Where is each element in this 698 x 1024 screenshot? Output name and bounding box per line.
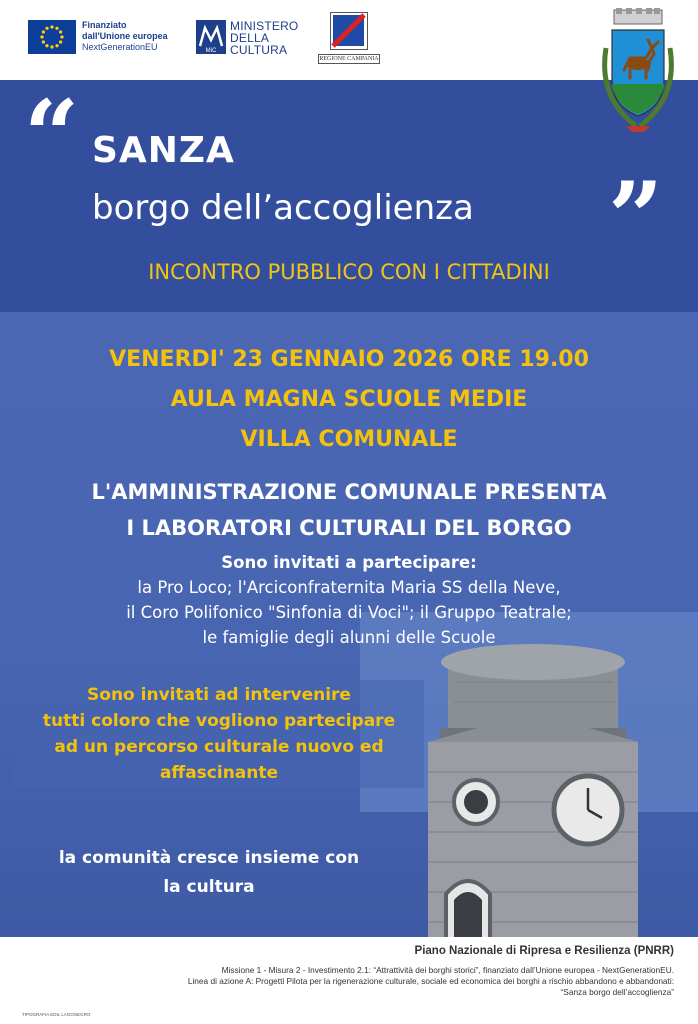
eu-flag-icon <box>28 20 76 54</box>
motto-line-2: la cultura <box>163 877 255 897</box>
title-sub: borgo dell’accoglienza <box>92 188 474 228</box>
footer-pnrr <box>0 937 698 1024</box>
invited-line-2: il Coro Polifonico "Sinfonia di Voci"; il Gruppo Teatrale; <box>126 603 572 622</box>
eu-line-2: dall'Unione europea <box>82 31 168 41</box>
event-venue-line: AULA MAGNA SCUOLE MEDIE <box>170 387 528 412</box>
subtitle: INCONTRO PUBBLICO CON I CITTADINI <box>148 260 550 284</box>
main-section <box>0 312 698 937</box>
presents-line-2: I LABORATORI CULTURALI DEL BORGO <box>126 516 572 540</box>
title-main: SANZA <box>92 130 235 171</box>
mic-emblem-icon <box>196 20 226 54</box>
intervene-block <box>14 680 424 788</box>
motto-line-1: la comunità cresce insieme con <box>58 848 360 868</box>
mic-text <box>230 20 320 56</box>
printer-credit: TIPOGRAFIA EDIL LAGONEGRO <box>22 1012 91 1017</box>
pnrr-line-2: Linea di azione A: Progetti Pilota per la rigenerazione culturale, sociale ed economica dei borghi a rischio abbandono e abbandonati: <box>187 976 674 986</box>
title-block <box>0 80 698 312</box>
regione-shield-icon <box>330 12 368 50</box>
pnrr-line-3: “Sanza borgo dell’accoglienza” <box>560 987 674 997</box>
regione-campania-logo <box>318 12 380 64</box>
pnrr-title: Piano Nazionale di Ripresa e Resilienza (PNRR) <box>414 945 674 957</box>
intervene-line-4: affascinante <box>159 763 279 783</box>
eu-line-1: Finanziato <box>82 20 127 30</box>
clock-tower-image <box>388 642 688 937</box>
quote-close-mark: ” <box>608 161 664 274</box>
event-place-line: VILLA COMUNALE <box>240 427 458 452</box>
header-logos <box>0 0 698 80</box>
invited-line-3: le famiglie degli alunni delle Scuole <box>202 628 496 647</box>
eu-line-3: NextGenerationEU <box>82 42 158 52</box>
event-date-line: VENERDI' 23 GENNAIO 2026 ORE 19.00 <box>109 347 589 372</box>
invited-heading: Sono invitati a partecipare: <box>221 553 477 572</box>
mic-line-2: DELLA <box>230 31 270 45</box>
mic-line-1: MINISTERO <box>230 19 299 33</box>
mic-badge-text: MiC <box>205 48 217 54</box>
pnrr-line-1: Missione 1 - Misura 2 - Investimento 2.1: “Attrattività dei borghi storici”, finanziato dall’Unione europea - NextGenerationEU. <box>221 965 674 975</box>
mic-line-3: CULTURA <box>230 43 288 57</box>
event-details <box>0 340 698 460</box>
intervene-line-2: tutti coloro che vogliono partecipare <box>42 711 396 731</box>
presents-block <box>0 474 698 546</box>
quote-open-mark: “ <box>24 79 80 192</box>
invited-line-1: la Pro Loco; l'Arciconfraternita Maria SS della Neve, <box>137 578 561 597</box>
presents-line-1: L'AMMINISTRAZIONE COMUNALE PRESENTA <box>91 480 607 504</box>
sanza-coat-of-arms-icon <box>596 8 680 136</box>
motto-block <box>14 844 404 902</box>
intervene-line-3: ad un percorso culturale nuovo ed <box>54 737 384 757</box>
regione-label: REGIONE CAMPANIA <box>319 56 379 62</box>
intervene-line-1: Sono invitati ad intervenire <box>87 685 351 705</box>
pnrr-text <box>34 965 674 998</box>
invited-block <box>0 550 698 650</box>
